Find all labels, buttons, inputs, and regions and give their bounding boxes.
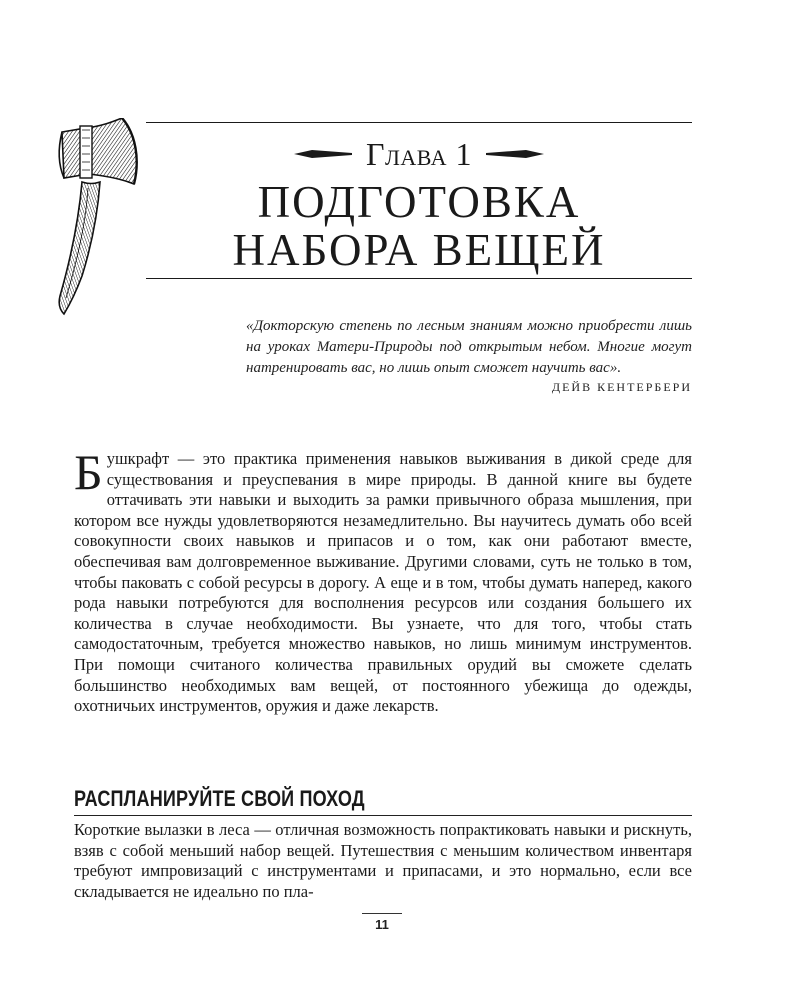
page-number-rule (362, 913, 402, 914)
section-paragraph: Короткие вылазки в леса — отличная возможность попрактиковать навыки и рискнуть, взяв с собой меньший набор вещей. Путешествия с меньшим количеством инвентаря требуют импровизаций с инструментами и припасами, и это нормально, если все складывается не идеально по пла- (74, 820, 692, 901)
page-number: 11 (375, 917, 389, 932)
section-heading: РАСПЛАНИРУЙТЕ СВОЙ ПОХОД (74, 786, 365, 811)
chapter-title-line-1: ПОДГОТОВКА (257, 177, 581, 227)
section-rule (74, 815, 692, 816)
bottom-rule (146, 278, 692, 279)
epigraph-author: ДЕЙВ КЕНТЕРБЕРИ (551, 380, 692, 394)
drop-cap: Б (74, 444, 103, 500)
intro-paragraph (74, 444, 692, 717)
axe-illustration (52, 118, 144, 318)
ornament-dash-left (294, 148, 352, 160)
chapter-header (146, 122, 692, 282)
top-rule (146, 122, 692, 123)
intro-text: ушкрафт — это практика применения навыков выживания в дикой среде для существования и преуспевания в мире природы. В данной книге вы будете оттачивать эти навыки и выходить за рамки привычного образа мышления, при котором все нужды удовлетворяются незамедлительно. Вы научитесь думать обо всей совокупности своих навыков и припасов и о том, как они работают вместе, обеспечивая вам долговременное выживание. Другими словами, суть не только в том, чтобы паковать с собой ресурсы в дорогу. А еще и в том, чтобы думать наперед, какого рода навыки потребуются для восполнения ресурсов или создания большего их количества в случае необходимости. Вы узнаете, что для того, чтобы стать самодостаточным, требуется множество навыков, но лишь минимум инструментов. При помощи считаного количества правильных орудий вы сможете сделать большинство необходимых вам вещей, от постоянного убежища до одежды, охотничьих инструментов, оружия и даже лекарств. (74, 449, 692, 716)
chapter-label-row (146, 134, 692, 174)
epigraph (246, 316, 692, 395)
chapter-title (146, 178, 692, 274)
chapter-title-line-2: НАБОРА ВЕЩЕЙ (232, 225, 606, 275)
ornament-dash-right (486, 148, 544, 160)
chapter-label: Глава 1 (366, 135, 472, 172)
epigraph-quote: «Докторскую степень по лесным знаниям можно приобрести лишь на уроках Матери-Природы под открытым небом. Многие могут натренировать вас, но лишь опыт сможет научить вас». (246, 318, 692, 376)
